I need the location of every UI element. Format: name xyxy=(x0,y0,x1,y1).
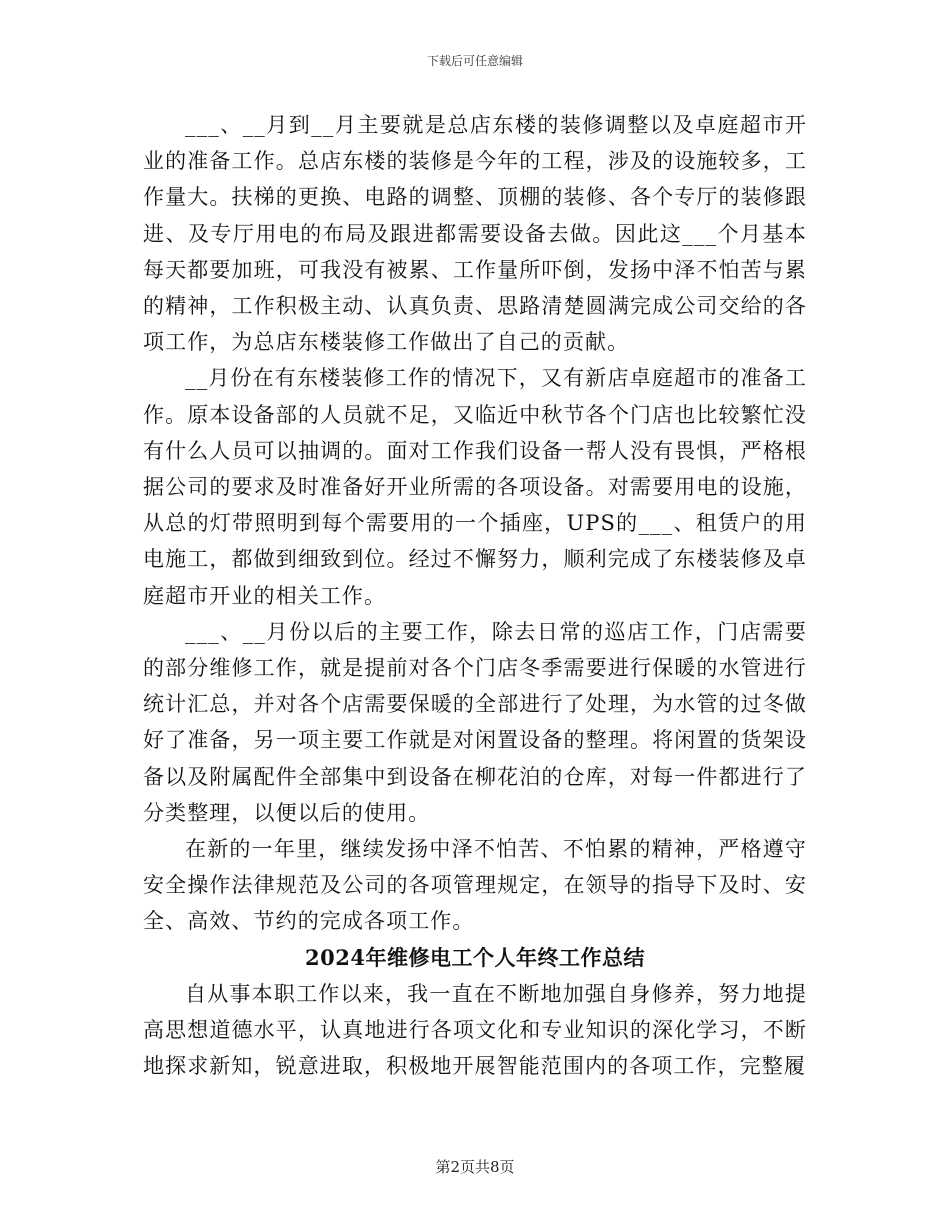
header-note: 下载后可任意编辑 xyxy=(426,54,523,68)
paragraph-3: ___、__月份以后的主要工作，除去日常的巡店工作，门店需要的部分维修工作，就是提前对各个门店冬季需要进行保暖的水管进行统计汇总，并对各个店需要保暖的全部进行了处理，为水管的过冬做好了准备，另一项主要工作就是对闲置设备的整理。将闲置的货架设备以及附属配件全部集中到设备在柳花泊的仓库，对每一件都进行了分类整理，以便以后的使用。 xyxy=(143,619,807,825)
section-paragraph: 自从事本职工作以来，我一直在不断地加强自身修养，努力地提高思想道德水平，认真地进行各项文化和专业知识的深化学习，不断地探求新知，锐意进取，积极地开展智能范围内的各项工作，完整履 xyxy=(143,981,807,1079)
section-title: 2024年维修电工个人年终工作总结 xyxy=(305,944,645,970)
page-indicator: 第2页共8页 xyxy=(435,1158,515,1176)
paragraph-2: __月份在有东楼装修工作的情况下，又有新店卓庭超市的准备工作。原本设备部的人员就不足，又临近中秋节各个门店也比较繁忙没有什么人员可以抽调的。面对工作我们设备一帮人没有畏惧，严格根据公司的要求及时准备好开业所需的各项设备。对需要用电的设施，从总的灯带照明到每个需要用的一个插座，UPS的___、租赁户的用电施工，都做到细致到位。经过不懈努力，顺利完成了东楼装修及卓庭超市开业的相关工作。 xyxy=(143,366,807,608)
document-body xyxy=(143,107,807,1084)
paragraph-1: ___、__月到__月主要就是总店东楼的装修调整以及卓庭超市开业的准备工作。总店东楼的装修是今年的工程，涉及的设施较多，工作量大。扶梯的更换、电路的调整、顶棚的装修、各个专厅的装修跟进、及专厅用电的布局及跟进都需要设备去做。因此这___个月基本每天都要加班，可我没有被累、工作量所吓倒，发扬中泽不怕苦与累的精神，工作积极主动、认真负责、思路清楚圆满完成公司交给的各项工作，为总店东楼装修工作做出了自己的贡献。 xyxy=(143,113,807,355)
paragraph-4: 在新的一年里，继续发扬中泽不怕苦、不怕累的精神，严格遵守安全操作法律规范及公司的各项管理规定，在领导的指导下及时、安全、高效、节约的完成各项工作。 xyxy=(143,837,807,934)
